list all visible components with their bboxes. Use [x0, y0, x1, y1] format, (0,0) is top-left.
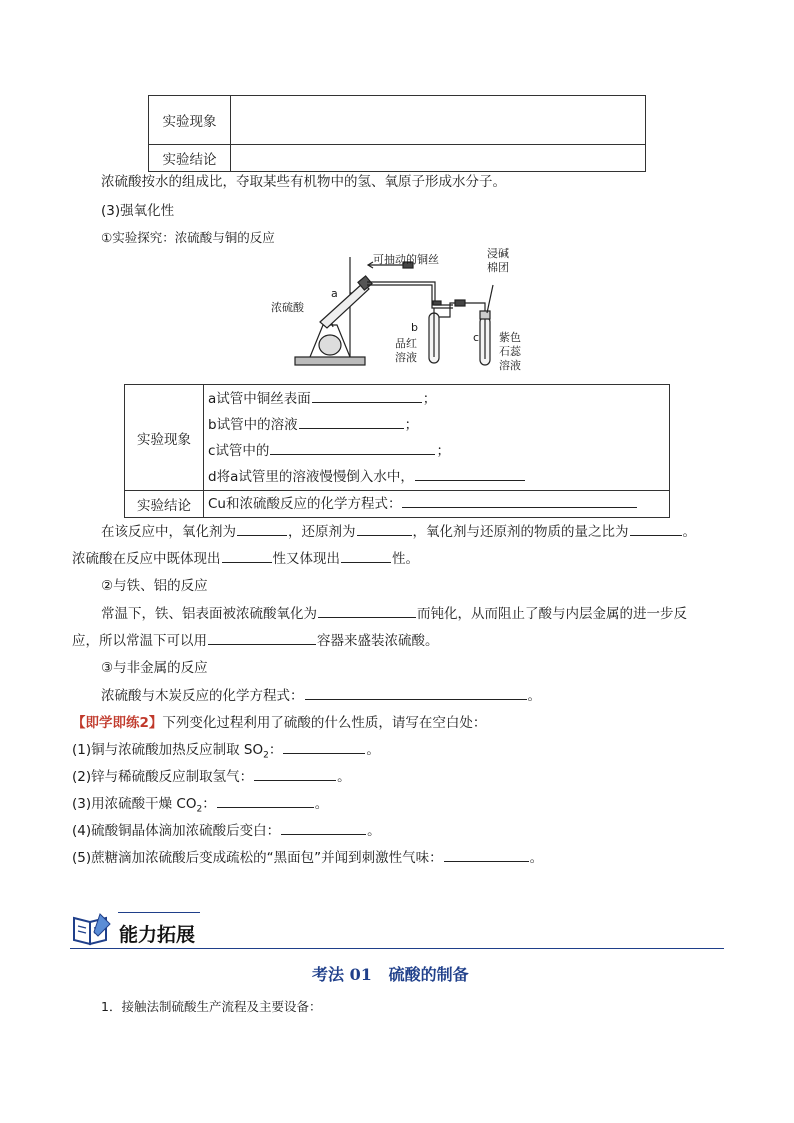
q5-blank[interactable]	[444, 848, 529, 862]
q4-end: 。	[367, 823, 381, 839]
kaofa-number: 考法 01	[312, 965, 372, 984]
exp-3-title: ③与非金属的反应	[101, 660, 208, 676]
para3-t1: 浓硫酸与木炭反应的化学方程式：	[101, 688, 304, 704]
line-c-text: c试管中的	[208, 442, 270, 459]
book-icon	[70, 910, 114, 948]
q2-blank[interactable]	[254, 767, 336, 781]
dehydration-text: 浓硫酸按水的组成比，夺取某些有机物中的氢、氧原子形成水分子。	[101, 174, 506, 190]
kaofa-title: 硫酸的制备	[388, 965, 469, 984]
q1-sub: 2	[263, 750, 269, 761]
line-d-blank[interactable]	[415, 467, 525, 481]
zise-label-1: 紫色	[499, 331, 521, 344]
line-a-semicolon: ；	[422, 390, 437, 407]
line-c-semicolon: ；	[436, 442, 450, 459]
line-c-blank[interactable]	[270, 441, 435, 455]
carbon-equation-blank[interactable]	[305, 686, 527, 700]
q3-sub: 2	[196, 804, 203, 815]
practice-heading	[72, 713, 486, 733]
q5-end: 。	[529, 850, 544, 866]
property1-blank[interactable]	[222, 549, 272, 563]
practice-q1	[72, 740, 380, 766]
pinhong-label-2: 溶液	[395, 351, 417, 364]
para3-line	[101, 686, 541, 706]
conc-acid-label: 浓硫酸	[271, 301, 304, 314]
line-d-text: d将a试管里的溶液慢慢倒入水中，	[208, 468, 414, 485]
para1-t5: 浓硫酸在反应中既体现出	[72, 551, 221, 567]
conclusion-text-2: Cu和浓硫酸反应的化学方程式：	[208, 496, 402, 512]
section-rule	[70, 948, 724, 949]
q1-colon: ：	[268, 742, 283, 758]
passivation-blank[interactable]	[318, 604, 416, 618]
para1-t1: 在该反应中，氧化剂为	[101, 524, 236, 540]
q3-colon: ：	[202, 796, 216, 812]
observation-table-2	[124, 384, 670, 518]
q3-blank[interactable]	[217, 794, 314, 808]
q3-text: (3)用浓硫酸干燥 CO	[72, 796, 197, 812]
tube-a-label: a	[331, 287, 338, 300]
para1-t4: 。	[682, 524, 696, 540]
phenomenon-label: 实验现象	[149, 96, 231, 145]
para2-t1: 常温下，铁、铝表面被浓硫酸氧化为	[101, 606, 317, 622]
para3-t2: 。	[527, 688, 541, 704]
para1-t2: ，还原剂为	[288, 524, 356, 540]
phenomenon-cell	[231, 96, 646, 145]
para1-t3: ，氧化剂与还原剂的物质的量之比为	[412, 524, 629, 540]
para2-line2	[72, 631, 439, 651]
tube-b-label: b	[411, 321, 418, 334]
q4-text: (4)硫酸铜晶体滴加浓硫酸后变白：	[72, 823, 281, 839]
title-overline	[118, 912, 200, 913]
para1-line1	[101, 522, 696, 542]
section-3-title: (3)强氧化性	[101, 203, 175, 219]
oxidizer-blank[interactable]	[237, 522, 287, 536]
line-b-text: b试管中的溶液	[208, 416, 298, 433]
para1-line2	[72, 549, 419, 569]
practice-intro: 下列变化过程利用了硫酸的什么性质，请写在空白处：	[162, 715, 487, 731]
observation-table-1	[148, 95, 646, 172]
q1-text: (1)铜与浓硫酸加热反应制取 SO	[72, 742, 264, 758]
equation-blank[interactable]	[402, 494, 637, 508]
line-a-blank[interactable]	[312, 389, 422, 403]
section-header	[70, 906, 724, 952]
jinjian-label-1: 浸碱	[487, 247, 509, 260]
item-1: 1．接触法制硫酸生产流程及主要设备：	[101, 999, 322, 1014]
para1-t7: 性。	[392, 551, 419, 567]
practice-q2	[72, 767, 351, 787]
zise-label-2: 石蕊	[499, 345, 521, 358]
practice-q3	[72, 794, 328, 820]
q1-blank[interactable]	[283, 740, 365, 754]
practice-q4	[72, 821, 381, 841]
reducer-blank[interactable]	[357, 522, 412, 536]
jinjian-label-2: 棉团	[487, 261, 509, 274]
practice-tag: 【即学即练2】	[72, 715, 163, 731]
line-b-blank[interactable]	[299, 415, 404, 429]
apparatus-diagram	[265, 245, 540, 375]
exp-2-title: ②与铁、铝的反应	[101, 578, 208, 594]
para1-t6: 性又体现出	[272, 551, 340, 567]
conclusion-cell	[231, 145, 646, 172]
q1-end: 。	[366, 742, 380, 758]
para2-t3: 应，所以常温下可以用	[72, 633, 207, 649]
copper-wire-label: 可抽动的铜丝	[373, 253, 439, 266]
q5-text: (5)蔗糖滴加浓硫酸后变成疏松的“黑面包”并闻到刺激性气味：	[72, 850, 443, 866]
q2-text: (2)锌与稀硫酸反应制取氢气：	[72, 769, 254, 785]
container-blank[interactable]	[208, 631, 316, 645]
q4-blank[interactable]	[281, 821, 366, 835]
para2-line1	[101, 604, 687, 624]
practice-q5	[72, 848, 543, 868]
para2-t4: 容器来盛装浓硫酸。	[317, 633, 439, 649]
kaofa-heading	[312, 962, 469, 985]
conclusion-label: 实验结论	[149, 145, 231, 172]
tube-c-label: c	[473, 331, 480, 344]
line-b-semicolon: ；	[404, 416, 419, 433]
phenomenon-label-2: 实验现象	[125, 385, 204, 491]
q2-end: 。	[337, 769, 351, 785]
property2-blank[interactable]	[341, 549, 391, 563]
zise-label-3: 溶液	[499, 359, 521, 372]
q3-end: 。	[314, 796, 329, 812]
exp-1-title: ①实验探究：浓硫酸与铜的反应	[101, 230, 275, 245]
section-title: 能力拓展	[119, 924, 196, 946]
pinhong-label-1: 品红	[395, 337, 417, 350]
line-a-text: a试管中铜丝表面	[208, 390, 311, 407]
para2-t2: 而钝化，从而阻止了酸与内层金属的进一步反	[417, 606, 687, 622]
ratio-blank[interactable]	[630, 522, 682, 536]
conclusion-label-2: 实验结论	[125, 491, 204, 518]
